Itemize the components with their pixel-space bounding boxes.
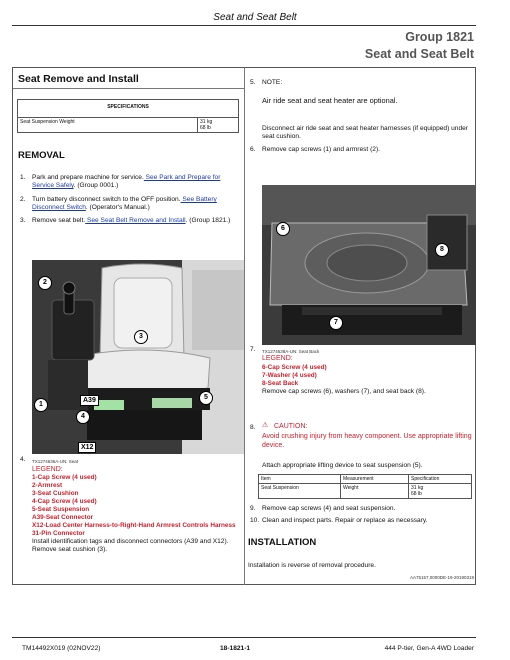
spec-table	[17, 99, 239, 133]
seat-back-illustration	[262, 185, 476, 345]
callout-7: 7	[329, 316, 343, 330]
spec2-item: Seat Suspension	[259, 484, 341, 499]
spec2-header-spec: Specification	[409, 475, 472, 484]
figure2-legend-heading: LEGEND:	[262, 355, 293, 362]
step-2	[20, 196, 242, 214]
note-text-2: Disconnect air ride seat and seat heater harnesses (if equipped) under seat cushion.	[262, 125, 468, 140]
figure2-instruction: Remove cap screws (6), washers (7), and seat back (8).	[262, 388, 426, 395]
step-number: 1.	[20, 174, 26, 181]
spec2-value-kg: 31 kg	[411, 485, 424, 491]
figure1-image-id: TX1274636A-UN: Seat	[32, 459, 79, 464]
legend-item: X12-Load Center Harness-to-Right-Hand Armrest Controls Harness 31-Pin Connector	[32, 522, 236, 537]
spec-row-label: Seat Suspension Weight	[18, 118, 198, 133]
legend-item: 4-Cap Screw (4 used)	[32, 498, 97, 505]
spec-table-2	[258, 474, 472, 499]
spec2-measurement: Weight	[341, 484, 409, 499]
section-title: Seat Remove and Install	[18, 73, 139, 85]
seat-illustration	[32, 260, 244, 454]
caution-icon: ⚠	[262, 422, 269, 429]
callout-4: 4	[76, 410, 90, 424]
step-number: 4.	[20, 456, 26, 463]
installation-text: Installation is reverse of removal procedure.	[248, 562, 376, 569]
header-rule	[12, 25, 476, 26]
lift-instruction: Attach appropriate lifting device to seat suspension (5).	[262, 462, 423, 469]
callout-2: 2	[38, 276, 52, 290]
figure1-legend-heading: LEGEND:	[32, 466, 63, 473]
tag-x12: X12	[78, 442, 96, 453]
seat-photo	[32, 260, 244, 454]
step-number: 6.	[250, 146, 256, 153]
removal-heading: REMOVAL	[18, 150, 65, 161]
note-text: Air ride seat and seat heater are optional.	[262, 96, 398, 105]
step-number: 9.	[250, 505, 256, 512]
seat-back-photo	[262, 185, 476, 345]
spec2-value-lb: 68 lb	[411, 491, 422, 497]
spec2-header-item: Item	[259, 475, 341, 484]
installation-heading: INSTALLATION	[248, 537, 317, 548]
step-text-post: . (Group 0001.)	[73, 182, 119, 189]
spec2-value	[409, 484, 472, 499]
step-text: Clean and inspect parts. Repair or replace as necessary.	[262, 517, 428, 524]
legend-item: A39-Seat Connector	[32, 514, 94, 521]
document-id: AA75157,0000DE-19-20190319	[409, 575, 474, 580]
link-seat-belt[interactable]: See Seat Belt Remove and Install	[85, 217, 186, 224]
spec-value-kg: 31 kg	[200, 119, 213, 125]
link-park-prepare[interactable]: See Park and Prepare for Service Safely	[32, 174, 221, 189]
footer-tm-number: TM14492X019 (02NOV22)	[22, 645, 101, 652]
figure2-image-id: TX1274638A-UN: Seat Back	[262, 349, 320, 354]
legend-item: 7-Washer (4 used)	[262, 372, 317, 379]
step-number: 10.	[250, 517, 260, 524]
section-rule	[13, 88, 244, 89]
footer-page-number: 18-1821-1	[220, 645, 251, 652]
step-number: 7.	[250, 346, 256, 353]
group-title: Seat and Seat Belt	[364, 47, 474, 61]
caution-label: CAUTION:	[274, 423, 308, 430]
step-text: Park and prepare machine for service.	[32, 174, 144, 181]
tag-a39: A39	[80, 395, 99, 406]
callout-3: 3	[134, 330, 148, 344]
step-text-post: . (Group 1821.)	[185, 217, 231, 224]
link-battery-disconnect[interactable]: See Battery Disconnect Switch	[32, 196, 217, 211]
figure1-instruction: Install identification tags and disconnect connectors (A39 and X12). Remove seat cushion (3).	[32, 538, 229, 553]
step-number: 3.	[20, 217, 26, 224]
legend-item: 5-Seat Suspension	[32, 506, 90, 513]
callout-8: 8	[435, 243, 449, 257]
legend-item: 1-Cap Screw (4 used)	[32, 474, 97, 481]
spec-value-lb: 68 lb	[200, 125, 211, 131]
legend-item: 6-Cap Screw (4 used)	[262, 364, 327, 371]
step-1	[20, 174, 242, 192]
footer-rule	[12, 637, 476, 638]
running-head: Seat and Seat Belt	[213, 12, 297, 23]
caution-text: Avoid crushing injury from heavy component. Use appropriate lifting device.	[262, 433, 472, 449]
note-label: NOTE:	[262, 79, 283, 86]
step-number: 5.	[250, 79, 256, 86]
step-number: 2.	[20, 196, 26, 203]
legend-item: 3-Seat Cushion	[32, 490, 79, 497]
step-text: Remove cap screws (4) and seat suspension.	[262, 505, 396, 512]
step-text: Turn battery disconnect switch to the OFF position.	[32, 196, 181, 203]
step-number: 8.	[250, 424, 256, 431]
legend-item: 2-Armrest	[32, 482, 63, 489]
step-text-post: . (Operator's Manual.)	[85, 204, 150, 211]
callout-1: 1	[34, 398, 48, 412]
spec-table-header: SPECIFICATIONS	[18, 100, 239, 118]
column-divider	[244, 67, 245, 585]
callout-6: 6	[276, 222, 290, 236]
step-text: Remove cap screws (1) and armrest (2).	[262, 146, 380, 153]
legend-item: 8-Seat Back	[262, 380, 299, 387]
spec2-header-measurement: Measurement	[341, 475, 409, 484]
group-number: Group 1821	[405, 30, 474, 44]
step-3	[20, 217, 242, 235]
step-text: Remove seat belt.	[32, 217, 86, 224]
callout-5: 5	[199, 391, 213, 405]
footer-model: 444 P-tier, Gen-A 4WD Loader	[384, 645, 474, 652]
spec-row-value	[198, 118, 239, 133]
